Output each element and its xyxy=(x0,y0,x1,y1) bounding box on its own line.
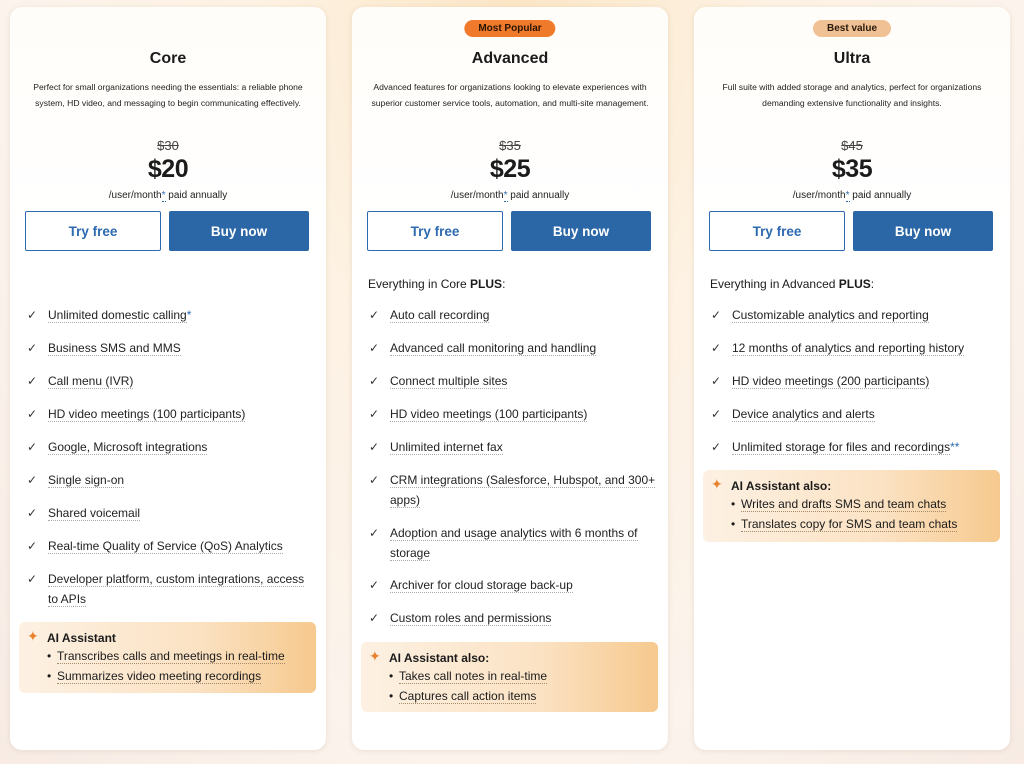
feature-item: ✓ Custom roles and permissions xyxy=(368,609,658,629)
checkmark-icon: ✓ xyxy=(711,440,722,454)
checkmark-icon: ✓ xyxy=(27,473,38,487)
plan-title: Core xyxy=(149,50,187,67)
plan-title: Advanced xyxy=(471,50,549,67)
price: $35 xyxy=(831,155,873,183)
ai-feature-item: • Summarizes video meeting recordings xyxy=(57,667,306,687)
ai-assistant-box xyxy=(361,642,658,712)
plus-heading: Everything in Core PLUS: xyxy=(368,277,506,291)
price-note: /user/month* paid annually xyxy=(108,190,228,201)
feature-item: ✓ HD video meetings (200 participants) xyxy=(710,372,1000,405)
feature-list xyxy=(710,306,1000,458)
price-note: /user/month* paid annually xyxy=(792,190,912,201)
ai-feature-item: • Takes call notes in real-time xyxy=(399,667,648,687)
checkmark-icon: ✓ xyxy=(711,374,722,388)
checkmark-icon: ✓ xyxy=(711,308,722,322)
ai-feature-item: • Translates copy for SMS and team chats xyxy=(741,515,990,535)
feature-item: ✓ Developer platform, custom integrations, access to APIs xyxy=(27,572,305,606)
feature-item: ✓ 12 months of analytics and reporting history xyxy=(710,339,1000,372)
feature-item: ✓ Device analytics and alerts xyxy=(710,405,1000,438)
try-free-button[interactable]: Try free xyxy=(25,211,161,251)
feature-item: ✓ Archiver for cloud storage back-up xyxy=(368,576,658,609)
try-free-button[interactable]: Try free xyxy=(367,211,503,251)
feature-item: ✓ Call menu (IVR) xyxy=(26,372,316,405)
feature-item: ✓ Unlimited internet fax xyxy=(368,438,658,471)
plan-card-core xyxy=(10,7,326,750)
plan-card-advanced xyxy=(352,7,668,750)
feature-item: ✓ Single sign-on xyxy=(26,471,316,504)
ai-assistant-box xyxy=(19,622,316,693)
price-footnote-link[interactable]: * xyxy=(503,190,508,201)
feature-item: ✓ Real-time Quality of Service (QoS) Analytics xyxy=(26,537,316,570)
footnote-link[interactable]: * xyxy=(186,308,192,322)
plus-heading: Everything in Advanced PLUS: xyxy=(710,277,875,291)
feature-item: ✓ Business SMS and MMS xyxy=(26,339,316,372)
checkmark-icon: ✓ xyxy=(27,572,38,586)
feature-item: ✓ Customizable analytics and reporting xyxy=(710,306,1000,339)
buy-now-button[interactable]: Buy now xyxy=(853,211,993,251)
checkmark-icon: ✓ xyxy=(369,526,380,540)
footnote-link[interactable]: ** xyxy=(950,440,960,454)
feature-item: ✓ CRM integrations (Salesforce, Hubspot, and 300+ apps) xyxy=(369,473,656,507)
price-footnote-link[interactable]: * xyxy=(161,190,166,201)
sparkle-icon: ✦ xyxy=(369,648,381,664)
most-popular-badge: Most Popular xyxy=(464,20,555,37)
ai-assistant-title: AI Assistant also: xyxy=(389,651,490,665)
ai-feature-item: • Transcribes calls and meetings in real-time xyxy=(57,647,306,667)
ai-assistant-title: AI Assistant also: xyxy=(731,479,832,493)
checkmark-icon: ✓ xyxy=(369,308,380,322)
feature-item: ✓ Connect multiple sites xyxy=(368,372,658,405)
checkmark-icon: ✓ xyxy=(27,440,38,454)
checkmark-icon: ✓ xyxy=(27,506,38,520)
feature-item: ✓ HD video meetings (100 participants) xyxy=(26,405,316,438)
old-price: $30 xyxy=(157,138,179,153)
feature-item: ✓ Advanced call monitoring and handling xyxy=(368,339,658,372)
plan-description: Perfect for small organizations needing the essentials: a reliable phone system, HD video, and messaging to begin communicating effectively. xyxy=(33,82,303,108)
plan-description: Full suite with added storage and analytics, perfect for organizations demanding extensive functionality and insights. xyxy=(722,82,982,108)
checkmark-icon: ✓ xyxy=(27,407,38,421)
checkmark-icon: ✓ xyxy=(27,308,38,322)
try-free-button[interactable]: Try free xyxy=(709,211,845,251)
checkmark-icon: ✓ xyxy=(27,374,38,388)
checkmark-icon: ✓ xyxy=(369,374,380,388)
checkmark-icon: ✓ xyxy=(711,341,722,355)
feature-item: ✓ Shared voicemail xyxy=(26,504,316,537)
feature-list xyxy=(26,306,316,609)
plan-title: Ultra xyxy=(833,50,871,67)
buy-now-button[interactable]: Buy now xyxy=(169,211,309,251)
price-note: /user/month* paid annually xyxy=(450,190,570,201)
buy-now-button[interactable]: Buy now xyxy=(511,211,651,251)
checkmark-icon: ✓ xyxy=(369,611,380,625)
feature-item: ✓ Unlimited storage for files and recordings** xyxy=(710,438,1000,458)
feature-list xyxy=(368,306,658,629)
best-value-badge: Best value xyxy=(813,20,891,37)
price-footnote-link[interactable]: * xyxy=(845,190,850,201)
feature-item: ✓ Unlimited domestic calling* xyxy=(26,306,316,339)
ai-feature-item: • Captures call action items xyxy=(399,687,648,707)
plan-card-ultra xyxy=(694,7,1010,750)
feature-item: ✓ Adoption and usage analytics with 6 months of storage xyxy=(369,526,638,560)
checkmark-icon: ✓ xyxy=(369,578,380,592)
old-price: $35 xyxy=(499,138,521,153)
checkmark-icon: ✓ xyxy=(27,341,38,355)
checkmark-icon: ✓ xyxy=(711,407,722,421)
feature-item: ✓ Auto call recording xyxy=(368,306,658,339)
plan-description: Advanced features for organizations looking to elevate experiences with superior customer service tools, automation, and multi-site management. xyxy=(371,82,649,108)
checkmark-icon: ✓ xyxy=(369,407,380,421)
ai-feature-item: • Writes and drafts SMS and team chats xyxy=(741,495,990,515)
price: $20 xyxy=(147,155,189,183)
price: $25 xyxy=(489,155,531,183)
feature-item: ✓ HD video meetings (100 participants) xyxy=(368,405,658,438)
checkmark-icon: ✓ xyxy=(369,473,380,487)
checkmark-icon: ✓ xyxy=(369,440,380,454)
checkmark-icon: ✓ xyxy=(369,341,380,355)
ai-assistant-box xyxy=(703,470,1000,542)
old-price: $45 xyxy=(841,138,863,153)
sparkle-icon: ✦ xyxy=(27,628,39,644)
ai-assistant-title: AI Assistant xyxy=(47,631,116,645)
checkmark-icon: ✓ xyxy=(27,539,38,553)
sparkle-icon: ✦ xyxy=(711,476,723,492)
feature-item: ✓ Google, Microsoft integrations xyxy=(26,438,316,471)
